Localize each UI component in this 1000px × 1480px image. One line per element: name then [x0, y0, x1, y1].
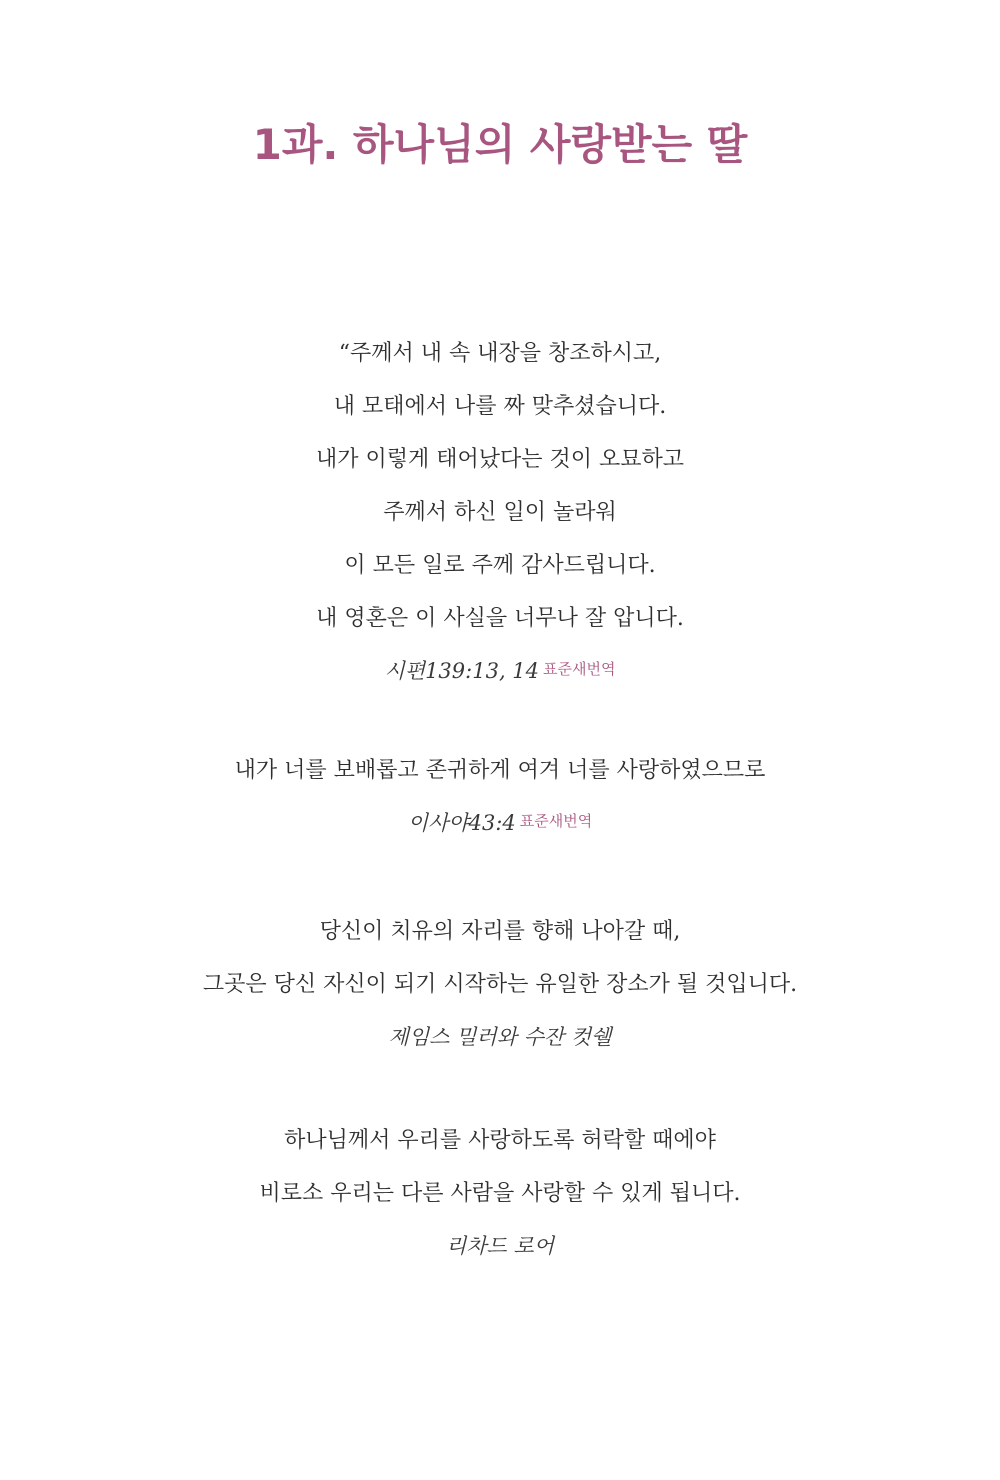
quote-line: 비로소 우리는 다른 사람을 사랑할 수 있게 됩니다. [259, 1181, 741, 1206]
quote-line: 내 모태에서 나를 짜 맞추셨습니다. [333, 394, 667, 419]
source-reference: 시편139:13, 14 [384, 659, 540, 683]
quote-line: 이 모든 일로 주께 감사드립니다. [344, 553, 656, 578]
quote-line: 그곳은 당신 자신이 되기 시작하는 유일한 장소가 될 것입니다. [202, 972, 798, 997]
bible-version: 표준새번역 [543, 660, 616, 678]
source-reference: 이사야43:4 [407, 811, 516, 835]
quote-block-psalm [0, 327, 1000, 698]
quote-line: 내가 이렇게 태어났다는 것이 오묘하고 [315, 447, 684, 472]
quote-source [0, 645, 1000, 698]
quote-line: “주께서 내 속 내장을 창조하시고, [338, 341, 662, 366]
quote-block-rohr [0, 1114, 1000, 1273]
quote-line: 하나님께서 우리를 사랑하도록 허락할 때에야 [284, 1128, 716, 1153]
quote-author: 제임스 밀러와 수잔 컷쉘 [388, 1025, 612, 1049]
quote-author: 리차드 로어 [445, 1234, 555, 1258]
quote-block-miller [0, 905, 1000, 1064]
quote-line: 주께서 하신 일이 놀라워 [383, 500, 617, 525]
page-title: 1과. 하나님의 사랑받는 딸 [252, 120, 748, 169]
quote-line: 내 영혼은 이 사실을 너무나 잘 압니다. [316, 606, 684, 631]
bible-version: 표준새번역 [519, 812, 593, 830]
quote-line: 당신이 치유의 자리를 향해 나아갈 때, [319, 919, 681, 944]
quote-source [0, 797, 1000, 850]
quote-line: 내가 너를 보배롭고 존귀하게 여겨 너를 사랑하였으므로 [234, 758, 766, 783]
quote-block-isaiah [0, 744, 1000, 850]
